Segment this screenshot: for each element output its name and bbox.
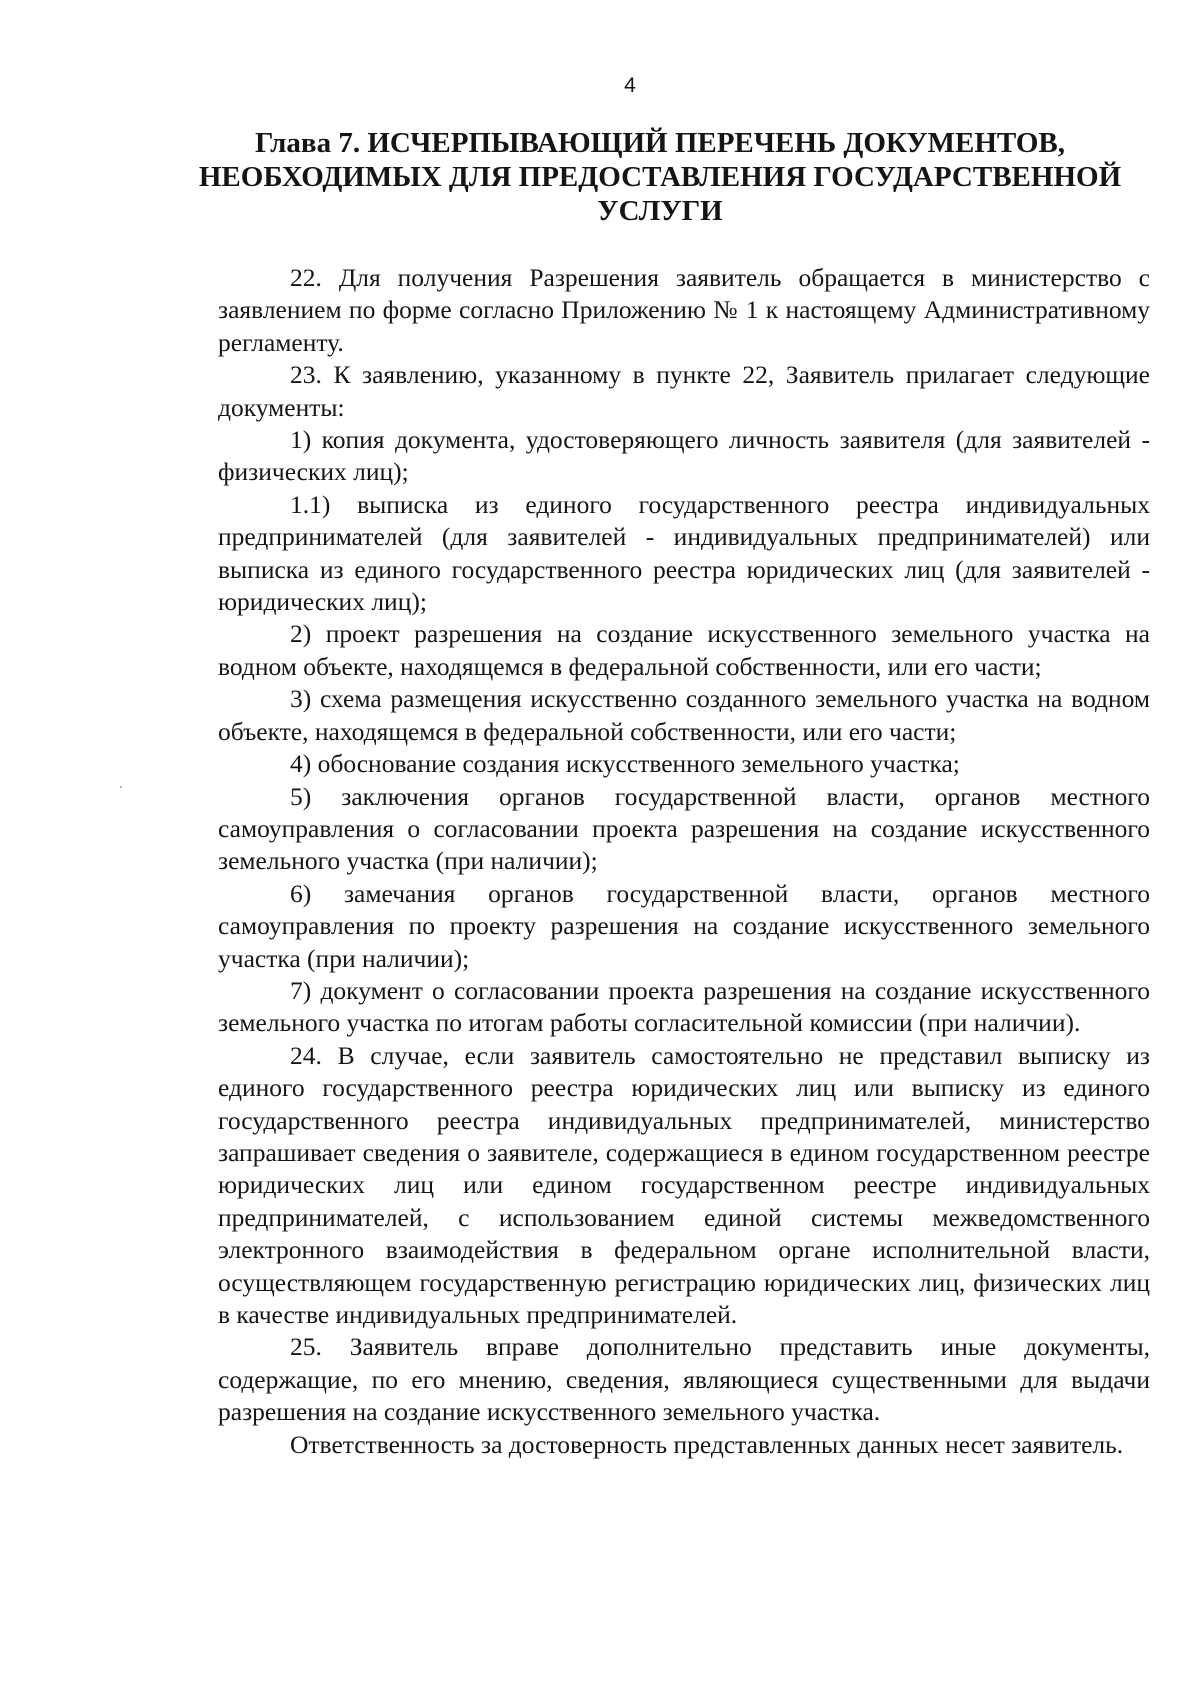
list-item-5: 5) заключения органов государственной власти, органов местного самоуправления о согласовании проекта разрешения на создание искусственного земельного участка (при наличии); <box>218 781 1150 876</box>
chapter-heading <box>180 126 1140 228</box>
list-item-4: 4) обоснование создания искусственного земельного участка; <box>290 749 960 779</box>
scan-speck <box>120 786 122 788</box>
page-number: 4 <box>624 74 636 97</box>
list-item-6: 6) замечания органов государственной власти, органов местного самоуправления по проекту разрешения на создание искусственного земельного участка (при наличии); <box>218 878 1150 973</box>
chapter-heading-line-3: УСЛУГИ <box>597 195 723 227</box>
list-item-3: 3) схема размещения искусственно созданного земельного участка на водном объекте, находящемся в федеральной собственности, или его части; <box>218 684 1150 746</box>
chapter-heading-line-2: НЕОБХОДИМЫХ ДЛЯ ПРЕДОСТАВЛЕНИЯ ГОСУДАРСТВЕННОЙ <box>198 161 1122 193</box>
paragraph-24: 24. В случае, если заявитель самостоятельно не представил выписку из единого государственного реестра юридических лиц или выписку из единого государственного реестра индивидуальных предпринимателей, министерство запрашивает сведения о заявителе, содержащиеся в едином государственном реестре юридических лиц или едином государственном реестре индивидуальных предпринимателей, с использованием единой системы межведомственного электронного взаимодействия в федеральном органе исполнительной власти, осуществляющем государственную регистрацию юридических лиц, физических лиц в качестве индивидуальных предпринимателей. <box>218 1040 1150 1329</box>
list-item-1: 1) копия документа, удостоверяющего личность заявителя (для заявителей - физических лиц); <box>218 425 1150 487</box>
list-item-2: 2) проект разрешения на создание искусственного земельного участка на водном объекте, находящемся в федеральной собственности, или его части; <box>218 619 1150 681</box>
document-body <box>218 262 1150 1461</box>
paragraph-25: 25. Заявитель вправе дополнительно представить иные документы, содержащие, по его мнению, сведения, являющиеся существенными для выдачи разрешения на создание искусственного земельного участка. <box>218 1332 1150 1427</box>
list-item-1-1: 1.1) выписка из единого государственного реестра индивидуальных предпринимателей (для заявителей - индивидуальных предпринимателей) или выписка из единого государственного реестра юридических лиц (для заявителей - юридических лиц); <box>218 489 1150 617</box>
paragraph-22: 22. Для получения Разрешения заявитель обращается в министерство с заявлением по форме согласно Приложению № 1 к настоящему Административному регламенту. <box>218 263 1150 357</box>
responsibility-note: Ответственность за достоверность представленных данных несет заявитель. <box>290 1429 1124 1459</box>
list-item-7: 7) документ о согласовании проекта разрешения на создание искусственного земельного участка по итогам работы согласительной комиссии (при наличии). <box>218 975 1150 1038</box>
paragraph-23: 23. К заявлению, указанному в пункте 22, Заявитель прилагает следующие документы: <box>218 360 1150 422</box>
chapter-heading-line-1: Глава 7. ИСЧЕРПЫВАЮЩИЙ ПЕРЕЧЕНЬ ДОКУМЕНТОВ, <box>254 127 1066 159</box>
